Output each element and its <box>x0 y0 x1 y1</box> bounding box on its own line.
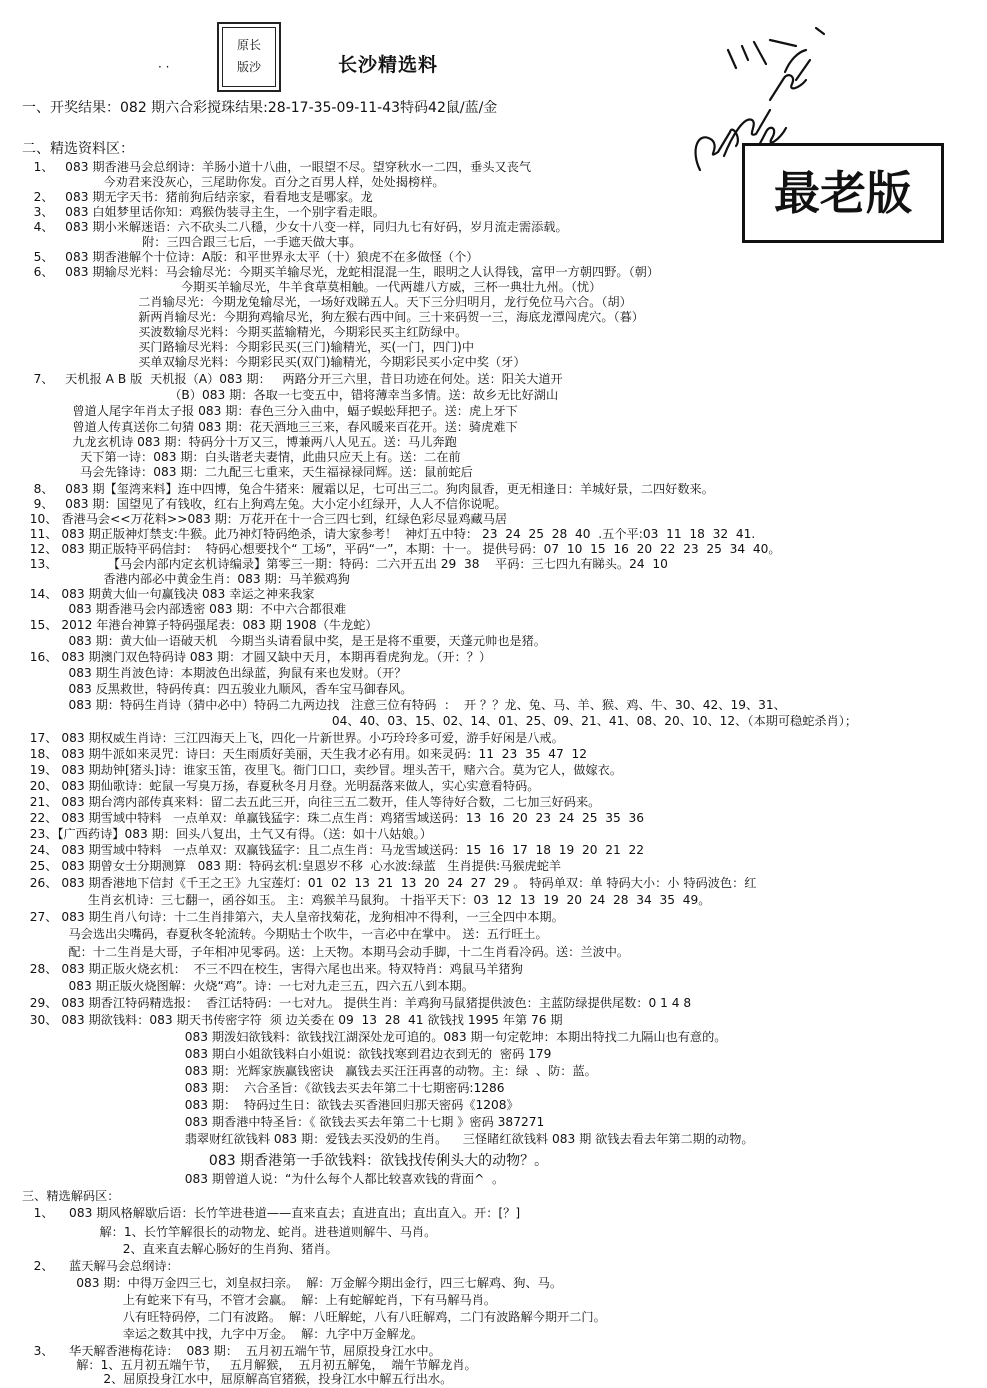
text-line: 附：三四合跟三七后，一手遮天做大事。 <box>22 235 362 249</box>
text-line: 083 期：光辉家族赢钱密诀 赢钱去买汪汪再喜的动物。主：绿 、防：蓝。 <box>22 1064 597 1078</box>
draw-result-line: 一、开奖结果：082 期六合彩搅珠结果:28-17-35-09-11-43特码42鼠/蓝/金 <box>22 100 498 116</box>
text-line: 买门路输尽光料：今期彩民买(三门)输精光，买(一门，四门)中 <box>22 340 475 354</box>
text-line: 二肖输尽光：今期龙兔输尽光，一场好戏睇五人。天下三分归明月，龙行免位马六合。（胡） <box>22 295 632 309</box>
text-line: 083 期： 六合圣旨：《欲钱去买去年第二十七期密码:1286 <box>22 1081 505 1095</box>
stamp-line-2: 版沙 <box>236 60 261 74</box>
text-line: 14、 083 期黄大仙一句赢钱决 083 幸运之神来我家 <box>22 587 315 601</box>
text-line: 4、 083 期小米解迷语：六不砍头二八穩，少女十八变一样，同归九七有好码，岁月流走需添载。 <box>22 220 568 234</box>
text-line: 生肖玄机诗：三七翻一，函谷如玉。 主：鸡猴羊马鼠狗。 十指平天下：03 12 13 19 20 24 28 34 35 49。 <box>22 893 711 907</box>
text-line: 10、 香港马会<<万花料>>083 期：万花开在十一合三四七到，红绿色彩尽显鸡藏马居 <box>22 512 508 526</box>
text-line: 19、 083 期劫钟[猪头]诗：谁家玉笛，夜里飞。衙门口口，卖纱冒。埋头苦干，赌六合。莫为它人，做嫁衣。 <box>22 763 623 777</box>
oldest-edition-badge: 最老版 <box>742 143 944 243</box>
text-line: 天下第一诗：083 期：白头谐老夫妻情，此曲只应天上有。送：二在前 <box>22 450 461 464</box>
text-line: 083 期：黄大仙一语破天机 今期当头请看鼠中奖，是王是将不重要，天蓬元帅也是猪。 <box>22 634 546 648</box>
text-line: 2、 083 期无字天书：猪前狗后结亲家，看看地支是哪家。龙 <box>22 190 373 204</box>
text-line: 29、 083 期香江特码精选报： 香江话特码：一七对九。 提供生肖：羊鸡狗马鼠猪提供波色：主蓝防绿提供尾数：0 1 4 8 <box>22 996 692 1010</box>
original-edition-stamp <box>217 22 281 92</box>
text-line: 20、 083 期仙歌诗：蛇鼠一写臭万扬，春夏秋冬月月登。光明磊落来做人，实心实意看特码。 <box>22 779 540 793</box>
text-line: 3、 华天解香港梅花诗： 083 期： 五月初五端午节，屈原投身江水中。 <box>22 1344 441 1358</box>
text-line: 11、 083 期正版神灯禁支:牛猴。此乃神灯特码绝杀，请大家参考！ 神灯五中特： 23 24 25 28 40 .五个平:03 11 18 32 41. <box>22 527 756 541</box>
text-line: 上有蛇来下有马，不管才会赢。 解：上有蛇解蛇肖，下有马解马肖。 <box>22 1293 497 1307</box>
text-line: 解：1、五月初五端午节， 五月解猴， 五月初五解兔， 端午节解龙肖。 <box>22 1358 477 1372</box>
text-line: 083 期： 特码过生日：欲钱去买香港回归那天密码《1208》 <box>22 1098 519 1112</box>
text-line: 083 期生肖波色诗：本期波色出绿蓝，狗鼠有来也发财。（开？ <box>22 666 407 680</box>
text-line: 曾道人尾字年肖太子报 083 期：春色三分入曲中，蝠子蜈蚣拜把子。送：虎上牙下 <box>22 404 518 418</box>
text-line: 04、40、03、15、02、14、01、25、09、21、41、08、20、10、12、（本期可稳蛇杀肖）； <box>22 714 858 728</box>
text-line: 30、 083 期欲钱料：083 期天书传密字符 须 边关委在 09 13 28 41 欲钱找 1995 年第 76 期 <box>22 1013 563 1027</box>
text-line: 26、 083 期香港地下信封《千王之王》九宝莲灯：01 02 13 21 13 20 24 27 29 。 特码单双：单 特码大小：小 特码波色：红 <box>22 876 757 890</box>
section-heading-decode: 083 期香港第一手欲钱料：欲钱找传俐头大的动物？。 <box>22 1153 549 1169</box>
text-line: 15、 2012 年港台神算子特码强尾表：083 期 1908（牛龙蛇） <box>22 618 378 632</box>
stamp-line-1: 原长 <box>236 38 261 52</box>
text-line: 083 反黑救世，特码传真：四五骏业九顺风，香车宝马御春风。 <box>22 682 413 696</box>
text-line: 21、 083 期台湾内部传真来料：留二去五此三开，向往三五二数开，佳人等待好合数，二七加三好码来。 <box>22 795 601 809</box>
text-line: 083 期曾道人说：“为什么每个人都比较喜欢钱的背面^ 。 <box>22 1172 505 1186</box>
text-line: 今劝君来没灰心，三尾助你发。百分之百男人样，处处揭榜样。 <box>22 175 445 189</box>
text-line: 三、精选解码区： <box>22 1189 120 1203</box>
text-line: 八有旺特码停，二门有波路。 解：八旺解蛇，八有八旺解鸡，二门有波路解今期开二门。 <box>22 1310 606 1324</box>
text-line: 5、 083 期香港解个十位诗：A版：和平世界永太平（十）狼虎不在多做怪（个） <box>22 250 479 264</box>
text-line: 买单双输尽光料：今期彩民买(双门)输精光，今期彩民买小定中奖（牙） <box>22 355 526 369</box>
text-line: 2、 蓝天解马会总纲诗： <box>22 1259 179 1273</box>
text-line: 2、直来直去解心肠好的生肖狗、猪肖。 <box>22 1242 338 1256</box>
text-line: 25、 083 期曾女士分期测算 083 期：特码玄机:皇恩岁不移 心水波:绿蓝 生肖提供:马猴虎蛇羊 <box>22 859 562 873</box>
section-heading-selected-info: 二、精选资料区： <box>22 141 134 157</box>
text-line: 2、屈原投身江水中，屈原解高官猪猴，投身江水中解五行出水。 <box>22 1372 453 1386</box>
text-line: 27、 083 期生肖八句诗：十二生肖排第六，夫人皇帝找菊花，龙狗相冲不得利，一三全四中本期。 <box>22 910 564 924</box>
text-line: 今期买羊输尽光，牛羊食草莫相触。一代两雄八方威，三杯一典壮九州。（忧） <box>22 280 602 294</box>
text-line: 买波数输尽光料：今期买蓝输精光，今期彩民买主红防绿中。 <box>22 325 468 339</box>
text-line: 083 期：特码生肖诗（猜中必中）特码二九两边找 注意三位有特码 ： 开 ？？龙、兔、马、羊、猴、鸡、牛、30、42、19、31、 <box>22 698 786 712</box>
text-line: 马会选出尖嘴码，春夏秋冬轮流转。今期贴士个吹牛，一言必中在掌中。 送：五行旺土。 <box>22 927 548 941</box>
text-line: 6、 083 期输尽光料：马会输尽光：今期买羊输尽光，龙蛇相混混一生，眼明之人认得钱，富甲一方朝四野。（朝） <box>22 265 660 279</box>
text-line: 17、 083 期权威生肖诗：三江四海天上飞，四化一片新世界。小巧玲玲多可爱，游手好闲是八戒。 <box>22 731 564 745</box>
text-line: 3、 083 白姐梦里话你知：鸡猴伪装寻主生，一个别字看走眼。 <box>22 205 385 219</box>
text-line: 新两肖输尽光：今期狗鸡输尽光，狗左猴右西中间。三十来码贺一三，海底龙潭闯虎穴。（暮） <box>22 310 644 324</box>
text-line: 翡翠财红欲钱料 083 期：爱钱去买没奶的生肖。 三怪睹红欲钱料 083 期 欲钱去看去年第二期的动物。 <box>22 1132 754 1146</box>
stamp-inner-border <box>222 27 276 87</box>
text-line: 配：十二生肖是大哥，子年相冲见零码。送：上天物。本期马会动手脚，十二生肖看冷码。送：兰波中。 <box>22 945 630 959</box>
text-line: 083 期正版火烧图解：火烧“鸡”。诗：一七对九走三五，四六五八到本期。 <box>22 979 474 993</box>
page-title: 长沙精选料 <box>338 54 439 76</box>
text-line: 香港内部必中黄金生肖：083 期：马羊猴鸡狗 <box>22 572 350 586</box>
text-line: 083 期：中得万金四三七，刘皇叔扫亲。 解：万金解今期出金行，四三七解鸡、狗、马。 <box>22 1276 563 1290</box>
text-line: 9、 083 期：国望见了有钱收，红右上狗鸡左兔。大小定小红绿开，人人不信你说呢。 <box>22 497 507 511</box>
text-line: 083 期泼妇欲钱料：欲钱找江湖深处龙可追的。083 期一句定乾坤：本期出特找二九隔山也有意的。 <box>22 1030 727 1044</box>
text-line: （B）083 期：各取一七变五中，错将薄幸当多情。送：故乡无比好湖山 <box>22 388 559 402</box>
text-line: 8、 083 期【玺湾来料】连中四博，兔合牛猪来：履霜以足，七可出三二。狗肉鼠香，更无相逢日：羊城好景，二四好数来。 <box>22 482 714 496</box>
text-line: 28、 083 期正版火烧玄机： 不三不四在校生，害得六尾也出来。特双特肖：鸡鼠马羊猪狗 <box>22 962 523 976</box>
text-line: 马会先锋诗：083 期：二九配三七重来，天生福禄禄同辉。送：鼠前蛇后 <box>22 465 473 479</box>
text-line: 16、 083 期澳门双色特码诗 083 期：才圆又缺中天月，本期再看虎狗龙。（开：？） <box>22 650 492 664</box>
text-line: 幸运之数其中找，九字中万金。 解：九字中万金解龙。 <box>22 1327 423 1341</box>
text-line: 24、 083 期雪域中特料 一点单双：双赢钱猛字：且二点生肖：马龙雪域送码：15 16 17 18 19 20 21 22 <box>22 843 645 857</box>
text-line: 解：1、长竹竿解很长的动物龙、蛇肖。进巷道则解牛、马肖。 <box>22 1225 437 1239</box>
text-line: 083 期白小姐欲钱料白小姐说：欲钱找寒到君边衣到无的 密码 179 <box>22 1047 552 1061</box>
text-line: 7、 天机报 A B 版 天机报（A）083 期： 两路分开三六里，昔日功迹在何处。送：阳关大道开 <box>22 372 563 386</box>
text-line: 22、 083 期雪域中特料 一点单双：单赢钱猛字：珠二点生肖：鸡猪雪域送码：13 16 20 23 24 25 35 36 <box>22 811 645 825</box>
decorative-dots: · · <box>158 60 170 74</box>
text-line: 083 期香港马会内部透密 083 期：不中六合都很难 <box>22 602 347 616</box>
text-line: 1、 083 期香港马会总纲诗：羊肠小道十八曲，一眼望不尽。望穿秋水一二四，垂头又丧气 <box>22 160 532 174</box>
text-line: 18、 083 期牛派如来灵咒：诗曰：天生雨质好美丽，天生我才必有用。如来灵码：11 23 35 47 12 <box>22 747 587 761</box>
text-line: 曾道人传真送你二句猜 083 期：花天酒地三三来，春风暖来百花开。送：骑虎难下 <box>22 420 518 434</box>
text-line: 083 期香港中特圣旨：《 欲钱去买去年第二十七期 》密码 387271 <box>22 1115 545 1129</box>
text-line: 12、 083 期正版特平码信封： 特码心想要找个“ 工场”，平码“一”，本期：十一。 提供号码：07 10 15 16 20 22 23 25 34 40。 <box>22 542 781 556</box>
text-line: 1、 083 期风格解歇后语：长竹竿进巷道——直来直去；直进直出；直出直入。开：[？] <box>22 1206 521 1220</box>
text-line: 13、 【马会内部内定玄机诗编录】第零三一期：特码：二六开五出 29 38 平码：三七四九有睇头。24 10 <box>22 557 668 571</box>
text-line: 九龙玄机诗 083 期：特码分十万又三，博兼两八人见五。送：马儿奔跑 <box>22 435 457 449</box>
text-line: 23、【广西药诗】083 期：回头八复出，土气又有得。（送：如十八姑娘。） <box>22 827 432 841</box>
